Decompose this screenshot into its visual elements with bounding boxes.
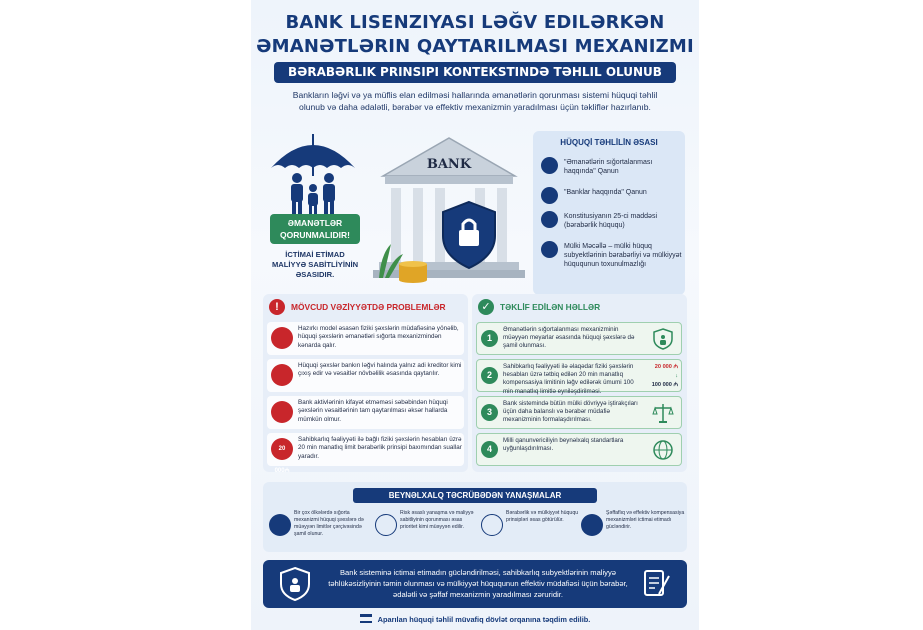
solution-number: 3 (481, 404, 498, 421)
international-item (581, 510, 685, 548)
bank-icon (541, 187, 558, 204)
solution-item (476, 359, 682, 395)
intro-text: Bankların ləğvi və ya müflis elan edilməsi hallarında əmanətlərin qorunması sistemi hüquqi təhlil olunub və daha ədalətli, bərabər və effektiv mexanizmin yaradılması üçün təkliflər hazırlanıb. (292, 90, 658, 112)
international-text: Bərabərlik və mülkiyyət hüququ prinsipləri əsas götürülür. (506, 510, 579, 523)
solution-number: 4 (481, 441, 498, 458)
decline-chart-icon (271, 401, 293, 423)
bank-building-illustration (369, 132, 529, 288)
international-item (481, 510, 585, 548)
legal-item-text: "Banklar haqqında" Qanun (564, 189, 647, 196)
document-pen-icon (641, 568, 673, 600)
protect-line-2: QORUNMALIDIR! (280, 230, 350, 240)
trust-line-2: MALİYYƏ SABİTLİYİNİN (271, 260, 359, 269)
solution-text: Bank sistemində bütün mülki dövriyyə iştirakçıları üçün daha balanslı və bərabər müdafiə mexanizminin formalaşdırılması. (503, 400, 638, 424)
group-icon (271, 364, 293, 386)
problem-item (267, 322, 464, 355)
people-scales-icon (651, 401, 675, 425)
eu-flag-icon (269, 514, 291, 536)
warning-icon: ! (269, 299, 285, 315)
protect-badge (270, 214, 360, 244)
international-heading: BEYNƏLXALQ TƏCRÜBƏDƏN YANAŞMALAR (353, 488, 597, 503)
bank-icon (360, 614, 372, 623)
shield-people-icon (277, 566, 313, 602)
solution-text: Milli qanunvericiliyin beynəlxalq standartlara uyğunlaşdırılması. (503, 437, 624, 453)
solutions-panel (472, 294, 687, 472)
international-text: Risk əsaslı yanaşma və maliyyə sabitliyinin qorunması əsas prioritet kimi müəyyən edilir. (400, 510, 474, 530)
bank-sign: BANK (426, 157, 472, 172)
trust-line-1: İCTİMAİ ETİMAD (285, 250, 345, 259)
solution-text: Sahibkarlıq fəaliyyəti ilə əlaqədar fiziki şəxslərin hesabları üzrə tətbiq edilən 20 min manatlıq kompensasiya limitinin ləğv edilərək ümumi 100 min manatlıq limitlə eyniləşdirilməsi. (503, 363, 634, 395)
globe-icon (375, 514, 397, 536)
problem-text: Bank aktivlərinin kifayət etməməsi səbəbindən hüquqi şəxslərin vəsaitlərinin tam qaytarılması əksər hallarda mümkün olmur. (298, 399, 448, 423)
problem-text: Hüquqi şəxslər bankın ləğvi halında yalnız adi kreditor kimi çıxış edir və vəsaitlər növbəlilik əsasında qaytarılır. (298, 362, 462, 378)
international-text: Bir çox ölkələrdə sığorta mexanizmi hüquqi şəxslərə də müəyyən limitlər çərçivəsində şamil olunur. (294, 510, 364, 537)
limit-badge-icon: 20 000₼ (271, 438, 293, 460)
scales-icon (541, 211, 558, 228)
international-item (375, 510, 479, 548)
title-line-2: ƏMANƏTLƏRIN QAYTARILMASI MEXANIZMI (256, 36, 694, 57)
solution-item (476, 322, 682, 355)
globe-icon (651, 438, 675, 462)
trust-statement (267, 250, 363, 280)
infographic-page (251, 0, 699, 630)
problem-item (267, 359, 464, 392)
footer (251, 614, 699, 624)
subtitle-banner: BƏRABƏRLIK PRINSIPI KONTEKSTINDƏ TƏHLIL OLUNUB (274, 62, 676, 83)
arrow-down-icon: ↓ (675, 373, 678, 379)
check-icon: ✓ (478, 299, 494, 315)
legal-item-text: Konstitusiyanın 25-ci maddəsi (bərabərlik hüququ) (564, 213, 657, 229)
conclusion-text: Bank sisteminə ictimai etimadın gücləndirilməsi, sahibkarlıq subyektlərinin maliyyə təhlükəsizliyinin təmin olunması və mülkiyyət hüququnun effektiv müdafiəsi üçün bərabər, ədalətli və şəffaf mexanizmin yaradılması zəruridir. (328, 568, 628, 599)
problem-item (267, 396, 464, 429)
umbrella-family-icon (267, 128, 359, 216)
limit-change-icon (644, 363, 678, 391)
footer-text: Aparılan hüquqi təhlil müvafiq dövlət orqanına təqdim edilib. (377, 615, 591, 624)
person-icon (271, 327, 293, 349)
solution-number: 1 (481, 330, 498, 347)
shield-check-icon (541, 241, 558, 258)
problems-heading: MÖVCUD VƏZİYYƏTDƏ PROBLEMLƏR (291, 302, 446, 312)
trust-line-3: ƏSASIDIR. (295, 270, 335, 279)
old-limit: 20 000 ₼ (654, 364, 678, 370)
solutions-heading: TƏKLİF EDİLƏN HƏLLƏR (500, 302, 601, 312)
international-text: Şəffaflıq və effektiv kompensasiya mexanizmləri ictimai etimadı gücləndirir. (606, 510, 685, 530)
international-panel (263, 482, 687, 552)
legal-item-text: Mülki Məcəllə – mülki hüquq subyektlərinin bərabərliyi və mülkiyyət hüququnun toxunulmazlığı (564, 243, 682, 268)
document-icon (541, 157, 558, 174)
solution-item (476, 433, 682, 466)
problem-text: Sahibkarlıq fəaliyyəti ilə bağlı fiziki şəxslərin hesabları üzrə 20 min manatlıq limit bərabərlik prinsipi baxımından suallar yaradır. (298, 436, 462, 460)
problem-text: Hazırkı model əsasən fiziki şəxslərin müdafiəsinə yönəlib, hüquqi şəxslərin əmanətləri sığorta mexanizmindən kənarda qalır. (298, 325, 459, 349)
shield-check-icon (581, 514, 603, 536)
protect-line-1: ƏMANƏTLƏR (287, 218, 343, 228)
legal-basis-panel (533, 131, 685, 295)
conclusion-banner (263, 560, 687, 608)
solution-text: Əmanətlərin sığortalanması mexanizminin müəyyən meyarlar əsasında hüquqi şəxslərə də şamil olunması. (503, 326, 635, 350)
shield-group-icon (651, 327, 675, 351)
legal-item-text: "Əmanətlərin sığortalanması haqqında" Qanun (564, 159, 653, 175)
title-line-1: BANK LISENZIYASI LƏĞV EDILƏRKƏN (285, 12, 665, 33)
new-limit: 100 000 ₼ (651, 382, 678, 388)
problems-panel (263, 294, 468, 472)
international-item (269, 510, 373, 548)
legal-basis-heading: HÜQUQİ TƏHLİLİN ƏSASI (560, 138, 658, 147)
solution-number: 2 (481, 367, 498, 384)
scales-icon (481, 514, 503, 536)
solution-item (476, 396, 682, 429)
problem-item (267, 433, 464, 474)
